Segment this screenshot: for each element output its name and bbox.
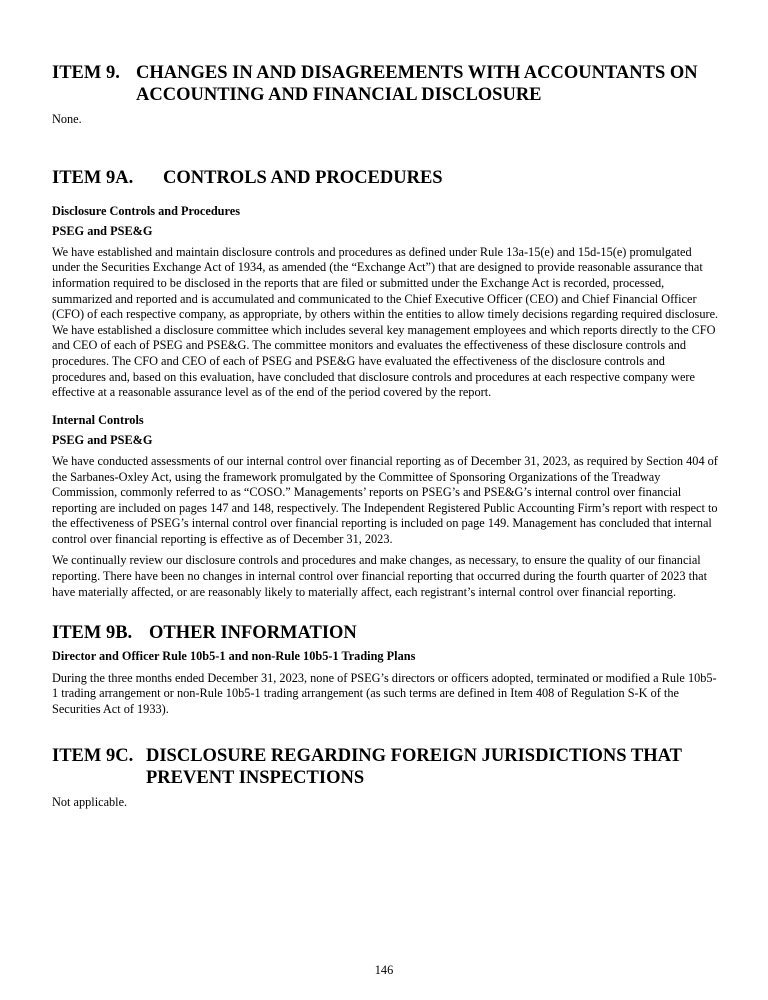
item-9c-title: DISCLOSURE REGARDING FOREIGN JURISDICTIONS THAT PREVENT INSPECTIONS bbox=[146, 745, 682, 788]
item-9b-title: OTHER INFORMATION bbox=[149, 623, 357, 644]
trading-plans-body: During the three months ended December 31, 2023, none of PSEG’s directors or officers adopted, terminated or modified a Rule 10b5-1 trading arrangement or non-Rule 10b5-1 trading arrangement (as such terms are defined in Item 408 of Regulation S-K of the Securities Act of 1933). bbox=[52, 670, 717, 717]
item-9c-number: ITEM 9C. bbox=[52, 745, 134, 766]
disclosure-controls-body: We have established and maintain disclosure controls and procedures as defined under Rule 13a-15(e) and 15d-15(e) promulgated under the Securities Exchange Act of 1934, as amended (the “Exchange Act”) that are designed to provide reasonable assurance that information required to be disclosed in the reports that are filed or submitted under the Exchange Act is recorded, processed, summarized and reported and is accumulated and communicated to the Chief Executive Officer (CEO) and Chief Financial Officer (CFO) of each respective company, as appropriate, by others within the entities to allow timely decisions regarding required disclosure. We have established a disclosure committee which includes several key management employees and which reports directly to the CFO and CEO of each of PSEG and PSE&G. The committee monitors and evaluates the effectiveness of these disclosure controls and procedures. The CFO and CEO of each of PSEG and PSE&G have evaluated the effectiveness of the disclosure controls and procedures and, based on this evaluation, have concluded that disclosure controls and procedures at each respective company were effective at a reasonable assurance level as of the end of the period covered by the report. bbox=[52, 244, 719, 400]
internal-controls-body-1: We have conducted assessments of our internal control over financial reporting as of December 31, 2023, as required by Section 404 of the Sarbanes-Oxley Act, using the framework promulgated by the Committee of Sponsoring Organizations of the Treadway Commission, commonly referred to as “COSO.” Managements’ reports on PSEG’s and PSE&G’s internal control over financial reporting are included on pages 147 and 148, respectively. The Independent Registered Public Accounting Firm’s report with respect to the effectiveness of PSEG’s internal control over financial reporting is included on page 149. Management has concluded that internal control over financial reporting is effective as of December 31, 2023. bbox=[52, 453, 718, 546]
item-9a-heading bbox=[52, 167, 720, 189]
document-page bbox=[52, 62, 720, 810]
trading-plans-subheading: Director and Officer Rule 10b5-1 and non-Rule 10b5-1 Trading Plans bbox=[52, 649, 416, 664]
item-9b-number: ITEM 9B. bbox=[52, 623, 133, 644]
item-9a-title: CONTROLS AND PROCEDURES bbox=[163, 167, 443, 188]
page-number: 146 bbox=[374, 963, 394, 977]
item-9c-body: Not applicable. bbox=[52, 794, 128, 809]
item-9c-heading bbox=[52, 745, 720, 789]
item-9b-heading bbox=[52, 622, 720, 644]
disclosure-controls-heading: Disclosure Controls and Procedures bbox=[52, 203, 240, 218]
item-9-heading bbox=[52, 62, 720, 106]
internal-controls-body-2: We continually review our disclosure controls and procedures and make changes, as necessary, to ensure the quality of our financial reporting. There have been no changes in internal control over financial reporting that occurred during the fourth quarter of 2023 that have materially affected, or are reasonably likely to materially affect, each registrant’s internal control over financial reporting. bbox=[52, 553, 708, 599]
item-9-body: None. bbox=[52, 112, 82, 126]
item-9-title: CHANGES IN AND DISAGREEMENTS WITH ACCOUNTANTS ON ACCOUNTING AND FINANCIAL DISCLOSURE bbox=[136, 63, 698, 105]
item-9a-number: ITEM 9A. bbox=[52, 167, 134, 188]
item-9-number: ITEM 9. bbox=[52, 63, 120, 83]
disclosure-controls-subheading: PSEG and PSE&G bbox=[52, 224, 153, 239]
internal-controls-subheading: PSEG and PSE&G bbox=[52, 433, 153, 448]
internal-controls-heading: Internal Controls bbox=[52, 412, 144, 427]
